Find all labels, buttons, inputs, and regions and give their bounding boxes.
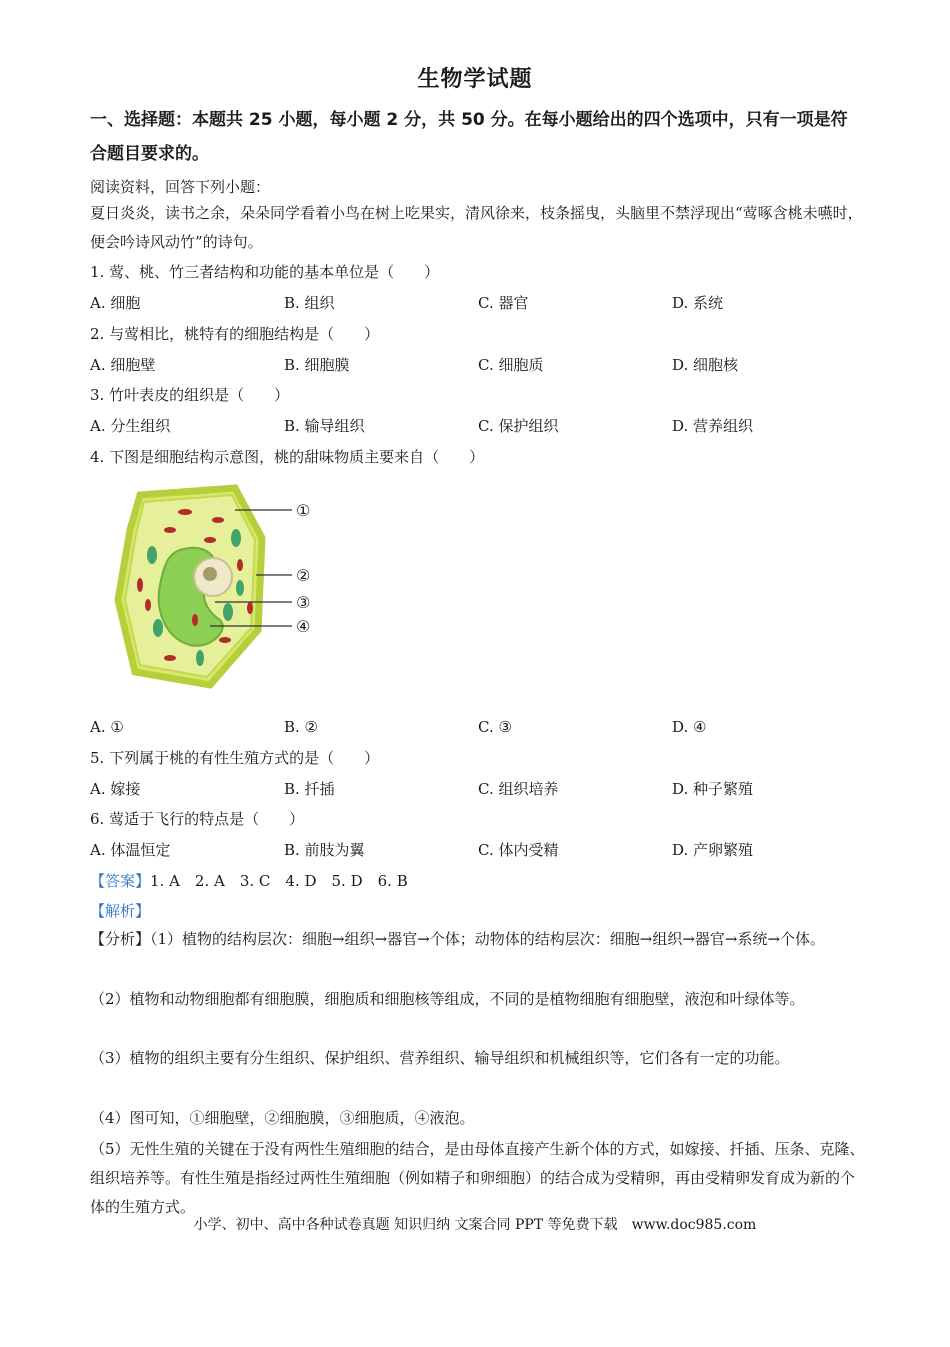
answer-tag: 【答案】 [90, 872, 151, 890]
answer-text: 1. A 2. A 3. C 4. D 5. D 6. B [150, 872, 408, 890]
question-2: 2. 与莺相比，桃特有的细胞结构是（ ） [90, 325, 380, 343]
reading-intro: 阅读资料，回答下列小题： [90, 178, 271, 196]
answer-line [90, 870, 865, 892]
chloroplast-3 [223, 603, 233, 621]
analysis-paragraph-2: （2）植物和动物细胞都有细胞膜，细胞质和细胞核等组成，不同的是植物细胞有细胞壁，液泡和叶绿体等。 [90, 990, 805, 1008]
q2-option-b: B. 细胞膜 [284, 356, 350, 374]
question-6: 6. 莺适于飞行的特点是（ ） [90, 810, 305, 828]
page-footer: 小学、初中、高中各种试卷真题 知识归纳 文案合同 PPT 等免费下载 www.doc985.com [193, 1217, 757, 1233]
q3-option-c: C. 保护组织 [478, 417, 559, 435]
q3-option-a: A. 分生组织 [90, 417, 171, 435]
q4-option-d: D. ④ [672, 718, 707, 736]
figure-label-3: ③ [296, 593, 311, 612]
section-heading: 一、选择题：本题共 25 小题，每小题 2 分，共 50 分。在每小题给出的四个选项中，只有一项是符合题目要求的。 [90, 110, 848, 164]
figure-label-1: ① [296, 501, 311, 520]
plant-cell-diagram [110, 480, 330, 700]
q6-option-c: C. 体内受精 [478, 841, 559, 859]
analysis-p1-text: （1）植物的结构层次：细胞→组织→器官→个体；动物体的结构层次：细胞→组织→器官→系统→个体。 [150, 930, 826, 948]
analysis-subtag: 【分析】 [90, 930, 151, 948]
q1-option-a: A. 细胞 [90, 294, 141, 312]
q6-option-a: A. 体温恒定 [90, 841, 171, 859]
q5-option-b: B. 扦插 [284, 780, 335, 798]
nucleolus-shape [203, 567, 217, 581]
question-3: 3. 竹叶表皮的组织是（ ） [90, 386, 290, 404]
chloroplast-5 [236, 580, 244, 596]
chloroplast-6 [196, 650, 204, 666]
analysis-heading [90, 900, 865, 922]
q5-option-d: D. 种子繁殖 [672, 780, 754, 798]
reading-passage: 夏日炎炎，读书之余，朵朵同学看着小鸟在树上吃果实，清风徐来，枝条摇曳，头脑里不禁浮现出“莺啄含桃未嚥时，便会吟诗风动竹”的诗句。 [90, 204, 863, 251]
analysis-paragraph-3: （3）植物的组织主要有分生组织、保护组织、营养组织、输导组织和机械组织等，它们各有一定的功能。 [90, 1049, 790, 1067]
analysis-tag: 【解析】 [90, 902, 151, 920]
question-4: 4. 下图是细胞结构示意图，桃的甜味物质主要来自（ ） [90, 448, 485, 466]
plant-cell-svg [110, 480, 330, 700]
q3-option-b: B. 输导组织 [284, 417, 365, 435]
q2-option-c: C. 细胞质 [478, 356, 544, 374]
q6-option-d: D. 产卵繁殖 [672, 841, 754, 859]
analysis-paragraph-5: （5）无性生殖的关键在于没有两性生殖细胞的结合，是由母体直接产生新个体的方式，如嫁接、扦插、压条、克隆、组织培养等。有性生殖是指经过两性生殖细胞（例如精子和卵细胞）的结合成为受精卵，再由受精卵发育成为新的个体的生殖方式。 [90, 1140, 865, 1216]
chloroplast-4 [231, 529, 241, 547]
analysis-paragraph-1 [90, 925, 865, 954]
question-5: 5. 下列属于桃的有性生殖方式的是（ ） [90, 749, 380, 767]
q1-option-d: D. 系统 [672, 294, 724, 312]
page-title: 生物学试题 [417, 67, 533, 92]
q4-option-a: A. ① [90, 718, 124, 736]
q2-option-d: D. 细胞核 [672, 356, 739, 374]
figure-label-4: ④ [296, 617, 311, 636]
q2-option-a: A. 细胞壁 [90, 356, 156, 374]
q4-option-c: C. ③ [478, 718, 512, 736]
q1-option-b: B. 组织 [284, 294, 335, 312]
chloroplast-1 [147, 546, 157, 564]
q5-option-c: C. 组织培养 [478, 780, 559, 798]
question-1: 1. 莺、桃、竹三者结构和功能的基本单位是（ ） [90, 263, 440, 281]
q3-option-d: D. 营养组织 [672, 417, 754, 435]
q1-option-c: C. 器官 [478, 294, 529, 312]
q5-option-a: A. 嫁接 [90, 780, 141, 798]
chloroplast-2 [153, 619, 163, 637]
analysis-paragraph-4: （4）图可知，①细胞壁，②细胞膜，③细胞质，④液泡。 [90, 1109, 475, 1127]
figure-label-2: ② [296, 566, 311, 585]
q4-option-b: B. ② [284, 718, 319, 736]
q6-option-b: B. 前肢为翼 [284, 841, 365, 859]
